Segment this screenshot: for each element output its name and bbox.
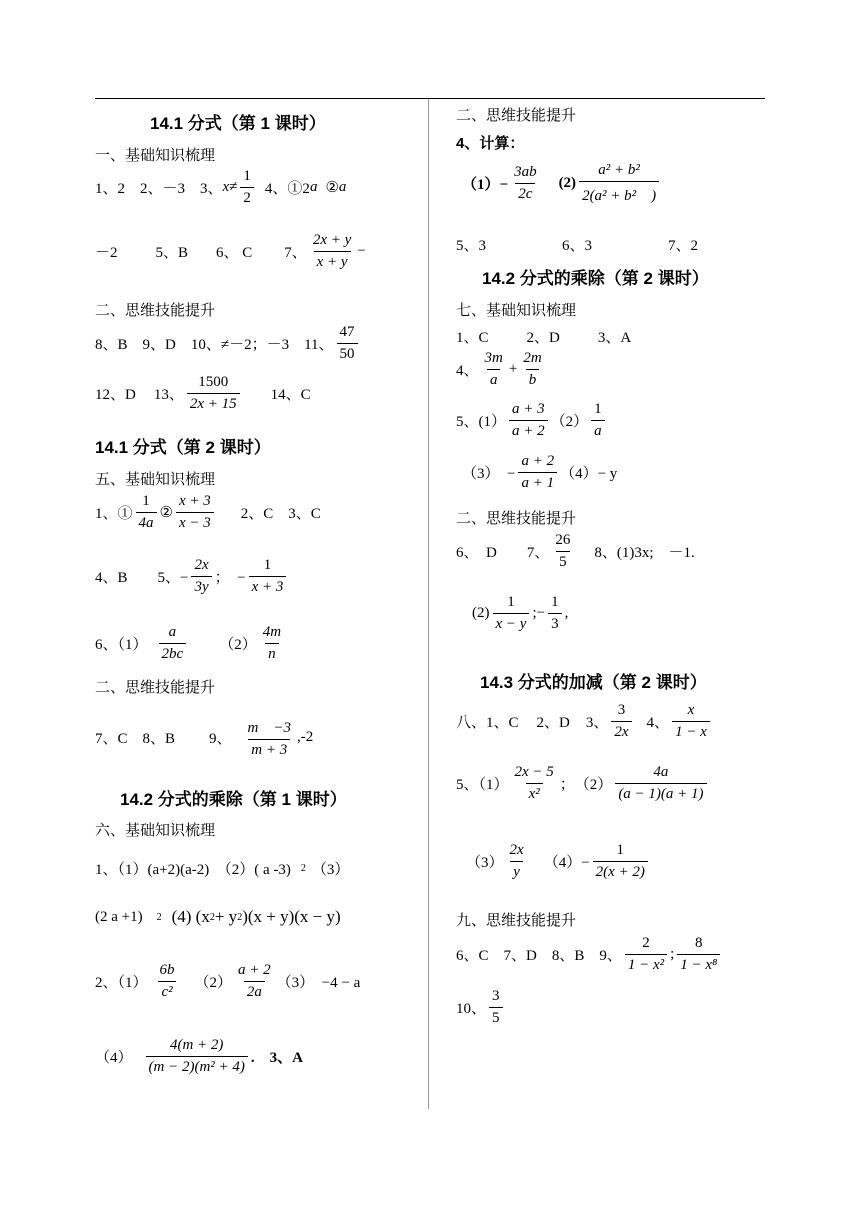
fraction: $\frac{x + 3}{x - 3}$ — [176, 493, 214, 532]
fraction: $\frac{3ab}{2c}$ — [514, 164, 537, 202]
question-label: 4、计算： — [456, 135, 525, 152]
section-title: 14.2 分式的乘除（第 2 课时） — [482, 269, 709, 288]
answer-line: 12、D 13、 $\frac{1500}{2x + 15}$ 14、C — [95, 374, 311, 412]
fraction: $\frac{1}{4a}$ — [136, 493, 157, 532]
fraction: $\frac{8}{\text{1 − x⁸}}$ — [677, 935, 720, 974]
fraction: $\frac{a}{2bc}$ — [159, 624, 187, 663]
answer-line: 8、B 9、D 10、≠－2；－3 11、 $\frac{47}{50}$ — [95, 324, 361, 363]
answer-line: 4、B 5、− $\frac{2x}{3y}$ ； − $\frac{1}{x + 3}$ — [95, 557, 289, 596]
answer-line: 7、C 8、B 9、 $\frac{m -3}{m + 3}$ ,-2 — [95, 716, 313, 759]
fraction: $\frac{2}{\text{1 − x²}}$ — [625, 935, 667, 974]
fraction: $\frac{a + 2}{2a}$ — [238, 962, 271, 1000]
fraction: $\frac{2x - 5}{\text{x²}}$ — [514, 764, 554, 802]
fraction: $\frac{4m}{n}$ — [262, 624, 282, 662]
fraction: $\frac{1}{2}$ — [240, 168, 254, 207]
fraction: $\frac{26}{5}$ — [555, 532, 571, 570]
answer-line: 1、2 2、－3 3、 x ≠ $\frac{1}{2}$ 4、①2 a ② a — [95, 168, 347, 206]
subsection-heading: 九、思维技能提升 — [456, 912, 577, 929]
subsection-heading: 二、思维技能提升 — [456, 107, 577, 124]
fraction: $\frac{1500}{2x + 15}$ — [187, 374, 240, 413]
fraction: $\frac{2x + y}{x + y}$ — [312, 232, 352, 270]
answer-line: 八、1、C 2、D 3、 $\frac{3}{2x}$ 4、 $\frac{x}{1 - x}$ — [456, 702, 713, 741]
fraction: $\frac{6b}{\text{c²}}$ — [159, 962, 175, 1000]
subsection-heading: 二、思维技能提升 — [95, 679, 216, 696]
fraction: $\frac{47}{50}$ — [337, 324, 358, 363]
fraction: $\frac{1}{2(x + 2)}$ — [593, 842, 648, 881]
answer-line: 2、（1） $\frac{6b}{\text{c²}}$ （2） $\frac{a + 2}{2a}$ （3） −4 − a — [95, 962, 361, 1000]
fraction: $\frac{3}{5}$ — [489, 988, 503, 1027]
fraction: $\frac{3m}{a}$ — [484, 350, 503, 388]
fraction: $\frac{1}{x + 3}$ — [249, 557, 287, 596]
fraction: $\frac{2m}{b}$ — [523, 350, 542, 388]
answer-line: 6、C 7、D 8、B 9、 $\frac{2}{\text{1 − x²}}$ ; $\frac{8}{\text{1 − x⁸}}$ — [456, 935, 723, 974]
fraction: $\frac{2x}{y}$ — [509, 842, 524, 880]
section-title: 14.3 分式的加减（第 2 课时） — [480, 673, 707, 692]
answer-line: 1、C 2、D 3、A — [456, 330, 632, 346]
fraction: $\frac{4(m + 2)}{\text{(m − 2)(m² + 4)}}$ — [146, 1037, 248, 1076]
fraction: $\frac{m -3}{m + 3}$ — [247, 720, 291, 758]
fraction: $\frac{3}{2x}$ — [611, 702, 631, 741]
fraction: $\frac{a + 3}{a + 2}$ — [509, 401, 548, 440]
answer-line: 10、 $\frac{3}{5}$ — [456, 988, 506, 1027]
section-title: 14.1 分式（第 1 课时） — [150, 114, 326, 133]
fraction: $\frac{1}{a}$ — [591, 401, 605, 440]
section-title: 14.2 分式的乘除（第 1 课时） — [120, 790, 347, 809]
answer-line: 1、（1）(a+2)(a-2) （2）( a -3) 2 （3） — [95, 862, 350, 878]
answer-line: （3） − $\frac{a + 2}{a + 1}$ （4）− y — [462, 453, 618, 491]
answer-line: 1、① $\frac{1}{4a}$ ② $\frac{x + 3}{x - 3}$ 2、C 3、C — [95, 493, 321, 531]
answer-line: 6、（1） $\frac{a}{2bc}$ （2） $\frac{4m}{n}$ — [95, 624, 287, 663]
answer-line: （1）− $\frac{3ab}{2c}$ (2) $\frac{\text{a² + b²}}{\text{2(a² + b² )}}$ — [462, 162, 662, 205]
answer-line: 5、3 6、3 7、2 — [456, 238, 699, 254]
column-divider — [428, 99, 429, 1109]
fraction: $\frac{a + 2}{a + 1}$ — [518, 453, 557, 492]
subsection-heading: 二、思维技能提升 — [95, 302, 216, 319]
answer-line: 4、 $\frac{3m}{a}$ + $\frac{2m}{b}$ — [456, 350, 548, 389]
section-title: 14.1 分式（第 2 课时） — [95, 438, 271, 457]
fraction: $\frac{2x}{3y}$ — [191, 557, 211, 596]
answer-line: （4） $\frac{4(m + 2)}{\text{(m − 2)(m² + 4)}}$ . 3、A — [95, 1037, 303, 1075]
fraction: $\frac{x}{1 - x}$ — [672, 702, 710, 741]
answer-line: 5、(1） $\frac{a + 3}{a + 2}$ （2） $\frac{1}{a}$ — [456, 401, 608, 440]
answer-line: (2 a +1) 2 (4) (x 2 + y 2 )(x + y)(x − y) — [95, 907, 341, 926]
subsection-heading: 二、思维技能提升 — [456, 510, 577, 527]
subsection-heading: 一、基础知识梳理 — [95, 147, 216, 164]
answer-line: （3） $\frac{2x}{y}$ （4）− $\frac{1}{2(x + 2)}$ — [466, 842, 651, 881]
subsection-heading: 六、基础知识梳理 — [95, 822, 216, 839]
answer-line: 6、 D 7、 $\frac{26}{5}$ 8、(1)3x; －1. — [456, 532, 695, 570]
subsection-heading: 七、基础知识梳理 — [456, 302, 577, 319]
fraction: $\frac{4a}{(a - 1)(a + 1)}$ — [615, 764, 706, 803]
fraction: $\frac{1}{x - y}$ — [493, 594, 530, 633]
answer-line: 5、（1） $\frac{2x - 5}{\text{x²}}$ ； （2） $\frac{4a}{(a - 1)(a + 1)}$ — [456, 764, 710, 803]
answer-line: －2 5、B 6、 C 7、 $\frac{2x + y}{x + y}$ − — [95, 232, 366, 270]
fraction: $\frac{1}{3}$ — [548, 594, 562, 633]
answer-line: (2) $\frac{1}{x - y}$ ;− $\frac{1}{3}$ , — [472, 594, 569, 632]
top-rule — [95, 98, 765, 99]
fraction: $\frac{\text{a² + b²}}{\text{2(a² + b² )}}$ — [579, 162, 659, 205]
subsection-heading: 五、基础知识梳理 — [95, 471, 216, 488]
